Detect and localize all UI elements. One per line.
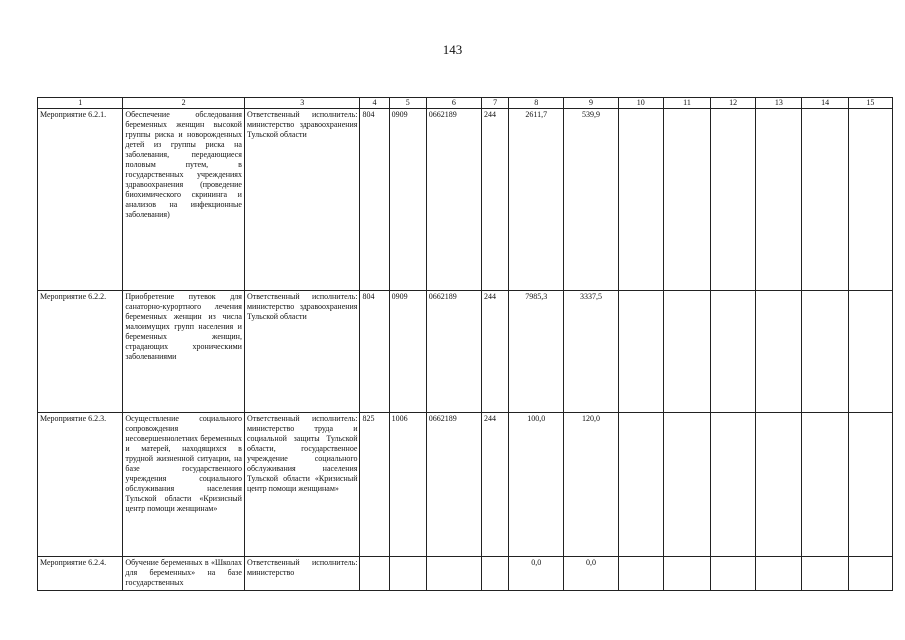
measure-id: Мероприятие 6.2.3. bbox=[38, 413, 123, 557]
measure-name: Осуществление социального сопровождения несовершеннолетних беременных и матерей, находящихся в трудной жизненной ситуации, на базе государственного учреждения социального обслуживания населения Тульской области «Кризисный центр помощи женщинам» bbox=[123, 413, 245, 557]
column-header: 9 bbox=[564, 98, 618, 109]
cell-col-7 bbox=[482, 557, 509, 591]
column-header: 13 bbox=[756, 98, 802, 109]
cell-col-9: 120,0 bbox=[564, 413, 618, 557]
cell-col-15 bbox=[848, 557, 892, 591]
cell-col-8: 100,0 bbox=[509, 413, 564, 557]
cell-col-8: 2611,7 bbox=[509, 109, 564, 291]
column-header: 6 bbox=[426, 98, 481, 109]
column-header: 10 bbox=[618, 98, 663, 109]
table-header-row bbox=[38, 98, 893, 109]
column-header: 11 bbox=[663, 98, 710, 109]
column-header: 2 bbox=[123, 98, 245, 109]
measure-id: Мероприятие 6.2.1. bbox=[38, 109, 123, 291]
cell-col-10 bbox=[618, 109, 663, 291]
cell-col-11 bbox=[663, 557, 710, 591]
cell-col-4 bbox=[360, 557, 389, 591]
page-number: 143 bbox=[442, 42, 463, 57]
cell-col-8: 7985,3 bbox=[509, 291, 564, 413]
cell-col-9: 0,0 bbox=[564, 557, 618, 591]
cell-col-14 bbox=[802, 109, 848, 291]
cell-col-14 bbox=[802, 557, 848, 591]
measure-id: Мероприятие 6.2.2. bbox=[38, 291, 123, 413]
cell-col-7: 244 bbox=[482, 109, 509, 291]
measure-name: Приобретение путевок для санаторно-курортного лечения беременных женщин из числа малоимущих групп населения и беременных женщин, страдающих хроническими заболеваниями bbox=[123, 291, 245, 413]
cell-col-10 bbox=[618, 291, 663, 413]
cell-col-10 bbox=[618, 413, 663, 557]
cell-col-10 bbox=[618, 557, 663, 591]
cell-col-4: 804 bbox=[360, 109, 389, 291]
cell-col-4: 825 bbox=[360, 413, 389, 557]
cell-col-7: 244 bbox=[482, 413, 509, 557]
cell-col-9: 539,9 bbox=[564, 109, 618, 291]
cell-col-5: 1006 bbox=[389, 413, 426, 557]
cell-col-12 bbox=[711, 109, 756, 291]
cell-col-8: 0,0 bbox=[509, 557, 564, 591]
cell-col-5: 0909 bbox=[389, 109, 426, 291]
cell-col-12 bbox=[711, 557, 756, 591]
cell-col-13 bbox=[756, 291, 802, 413]
column-header: 8 bbox=[509, 98, 564, 109]
responsible-executor: Ответственный исполнитель: министерство bbox=[244, 557, 360, 591]
cell-col-15 bbox=[848, 291, 892, 413]
cell-col-11 bbox=[663, 109, 710, 291]
cell-col-5: 0909 bbox=[389, 291, 426, 413]
cell-col-15 bbox=[848, 109, 892, 291]
cell-col-12 bbox=[711, 291, 756, 413]
measure-name: Обучение беременных в «Школах для беременных» на базе государственных bbox=[123, 557, 245, 591]
cell-col-11 bbox=[663, 413, 710, 557]
cell-col-13 bbox=[756, 413, 802, 557]
table-row bbox=[38, 413, 893, 557]
column-header: 12 bbox=[711, 98, 756, 109]
column-header: 5 bbox=[389, 98, 426, 109]
cell-col-15 bbox=[848, 413, 892, 557]
column-header: 7 bbox=[482, 98, 509, 109]
cell-col-6: 0662189 bbox=[426, 413, 481, 557]
table-row bbox=[38, 557, 893, 591]
cell-col-6: 0662189 bbox=[426, 109, 481, 291]
table-row bbox=[38, 291, 893, 413]
measure-id: Мероприятие 6.2.4. bbox=[38, 557, 123, 591]
cell-col-7: 244 bbox=[482, 291, 509, 413]
cell-col-6: 0662189 bbox=[426, 291, 481, 413]
responsible-executor: Ответственный исполнитель: министерство здравоохранения Тульской области bbox=[244, 109, 360, 291]
cell-col-5 bbox=[389, 557, 426, 591]
column-header: 1 bbox=[38, 98, 123, 109]
cell-col-13 bbox=[756, 557, 802, 591]
cell-col-13 bbox=[756, 109, 802, 291]
responsible-executor: Ответственный исполнитель: министерство здравоохранения Тульской области bbox=[244, 291, 360, 413]
column-header: 4 bbox=[360, 98, 389, 109]
table-row bbox=[38, 109, 893, 291]
cell-col-4: 804 bbox=[360, 291, 389, 413]
column-header: 3 bbox=[244, 98, 360, 109]
cell-col-14 bbox=[802, 413, 848, 557]
measure-name: Обеспечение обследования беременных женщин высокой группы риска и новорожденных детей из группы риска на заболевания, передающиеся половым путем, в государственных учреждениях здравоохранения (проведение биохимического скрининга и анализов на инфекционные заболевания) bbox=[123, 109, 245, 291]
cell-col-14 bbox=[802, 291, 848, 413]
cell-col-11 bbox=[663, 291, 710, 413]
column-header: 15 bbox=[848, 98, 892, 109]
cell-col-9: 3337,5 bbox=[564, 291, 618, 413]
budget-table bbox=[37, 97, 893, 591]
cell-col-6 bbox=[426, 557, 481, 591]
responsible-executor: Ответственный исполнитель: министерство труда и социальной защиты Тульской области, государственное учреждение социального обслуживания населения Тульской области «Кризисный центр помощи женщинам» bbox=[244, 413, 360, 557]
cell-col-12 bbox=[711, 413, 756, 557]
column-header: 14 bbox=[802, 98, 848, 109]
